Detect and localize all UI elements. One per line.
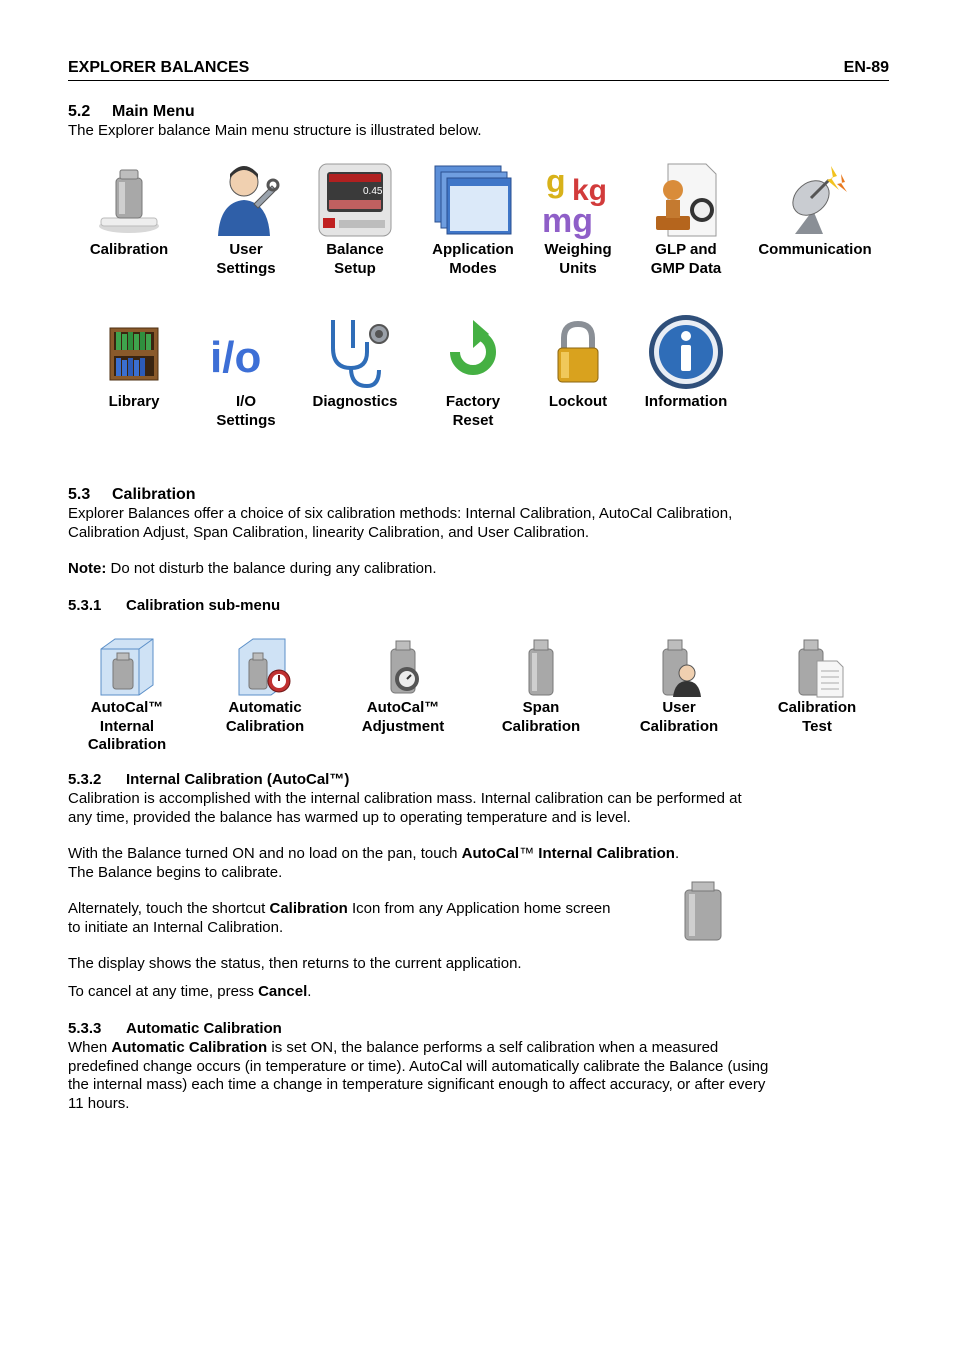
calibration-paragraph: [68, 505, 732, 542]
section-number: 5.3.2: [68, 771, 102, 788]
submenu-label: Calibration Test: [777, 699, 857, 735]
unit-kg-glyph: kg: [572, 174, 608, 207]
internal-cal-paragraph-4: The display shows the status, then returns to the current application.: [68, 955, 522, 972]
automatic-calibration-icon: [233, 635, 297, 699]
menu-label: GLP and GMP Data: [650, 241, 722, 277]
section-title: Internal Calibration (AutoCal™): [126, 771, 350, 788]
text-run: ™: [519, 845, 539, 862]
submenu-tile-automatic-calibration[interactable]: [195, 635, 335, 736]
lock-icon: [538, 312, 618, 392]
internal-cal-paragraph-5: [68, 983, 311, 1002]
menu-tile-communication[interactable]: [745, 160, 885, 259]
section-title: Automatic Calibration: [126, 1020, 282, 1037]
text-line: any time, provided the balance has warmed up to operating temperature and is level.: [68, 808, 631, 826]
main-menu-intro: The Explorer balance Main menu structure is illustrated below.: [68, 122, 482, 139]
information-icon: [646, 312, 726, 392]
internal-cal-paragraph-3: [68, 900, 610, 937]
balance-setup-icon: [315, 160, 395, 240]
calibration-note: [68, 560, 437, 579]
calibration-weight-icon: [89, 160, 169, 240]
text-line: Calibration is accomplished with the internal calibration mass. Internal calibration can be performed at: [68, 790, 742, 807]
communication-icon: [775, 160, 855, 240]
text-line: to initiate an Internal Calibration.: [68, 918, 284, 936]
section-number: 5.3.1: [68, 597, 102, 614]
menu-label: Library: [108, 393, 160, 410]
section-number: 5.3.3: [68, 1020, 102, 1037]
text-line: Calibration Adjust, Span Calibration, linearity Calibration, and User Calibration.: [68, 523, 590, 541]
unit-mg-glyph: mg: [542, 202, 593, 240]
section-5-3-heading: [68, 486, 196, 504]
text-run: Icon from any Application home screen: [347, 900, 611, 917]
submenu-tile-autocal-internal[interactable]: [57, 635, 197, 755]
note-label: Note:: [68, 560, 107, 577]
menu-label: User Settings: [216, 241, 276, 277]
glp-gmp-icon: [646, 160, 726, 240]
submenu-label: Automatic Calibration: [225, 699, 305, 735]
text-run: When: [68, 1039, 112, 1056]
menu-label: Application Modes: [432, 241, 514, 277]
submenu-tile-span-calibration[interactable]: [471, 635, 611, 736]
text-line: The Balance begins to calibrate.: [68, 863, 283, 881]
menu-label: Information: [644, 393, 728, 410]
section-title: Main Menu: [112, 103, 195, 120]
section-5-2-heading: [68, 103, 195, 121]
section-number: 5.3: [68, 486, 91, 503]
span-calibration-icon: [509, 635, 573, 699]
section-number: 5.2: [68, 103, 91, 120]
automatic-cal-paragraph: [68, 1039, 768, 1113]
menu-label: I/O Settings: [216, 393, 276, 429]
text-bold: Calibration: [269, 900, 348, 917]
submenu-label: AutoCal™ Internal Calibration: [87, 699, 167, 753]
page-header: [68, 58, 889, 81]
section-title: Calibration sub-menu: [126, 597, 281, 614]
section-5-3-2-heading: [68, 771, 349, 788]
user-calibration-icon: [647, 635, 711, 699]
user-settings-icon: [206, 160, 286, 240]
section-5-3-1-heading: [68, 597, 280, 614]
note-text: Do not disturb the balance during any calibration.: [106, 560, 437, 577]
submenu-tile-autocal-adjustment[interactable]: [333, 635, 473, 736]
text-run: is set ON, the balance performs a self calibration when a measured: [267, 1039, 719, 1056]
internal-cal-paragraph-1: [68, 790, 742, 827]
stethoscope-icon: [315, 312, 395, 392]
balance-display-readout: 0.45: [363, 186, 383, 197]
text-line: [68, 845, 679, 864]
text-run: With the Balance turned ON and no load on the pan, touch: [68, 845, 462, 862]
text-line: the internal mass) each time a change in temperature significant enough to affect accuracy, or after every: [68, 1076, 766, 1093]
menu-label: Calibration: [89, 241, 169, 258]
menu-label: Diagnostics: [312, 393, 398, 410]
page-number: EN-89: [843, 59, 889, 76]
internal-cal-paragraph-2: [68, 845, 679, 882]
factory-reset-icon: [433, 312, 513, 392]
unit-g-glyph: g: [546, 163, 566, 199]
submenu-tile-user-calibration[interactable]: [609, 635, 749, 736]
text-run: To cancel at any time, press: [68, 983, 259, 1000]
text-line: [68, 900, 610, 919]
text-run: .: [674, 845, 680, 862]
application-modes-icon: [433, 160, 513, 240]
section-title: Calibration: [112, 486, 196, 503]
submenu-label: User Calibration: [639, 699, 719, 735]
autocal-internal-icon: [95, 635, 159, 699]
io-glyph: i/o: [210, 333, 262, 382]
calibration-shortcut-icon[interactable]: [681, 880, 725, 942]
text-line: predefined change occurs (in temperature or time). AutoCal will automatically calibrate the Balance (using: [68, 1057, 769, 1075]
section-5-3-3-heading: [68, 1020, 282, 1037]
weighing-units-icon: [538, 160, 618, 240]
calibration-test-icon: [785, 635, 849, 699]
text-bold: Internal Calibration: [538, 845, 675, 862]
text-bold: Automatic Calibration: [111, 1039, 268, 1056]
text-line: Explorer Balances offer a choice of six calibration methods: Internal Calibration, AutoCal Calibration,: [68, 505, 733, 522]
text-run: Alternately, touch the shortcut: [68, 900, 270, 917]
menu-label: Lockout: [548, 393, 608, 410]
submenu-label: AutoCal™ Adjustment: [361, 699, 445, 735]
library-icon: [94, 312, 174, 392]
text-bold: AutoCal: [461, 845, 520, 862]
menu-label: Weighing Units: [544, 241, 612, 277]
autocal-adjustment-icon: [371, 635, 435, 699]
text-line: 11 hours.: [68, 1094, 130, 1112]
submenu-tile-calibration-test[interactable]: [747, 635, 887, 736]
menu-label: Balance Setup: [326, 241, 384, 277]
menu-tile-glp-gmp[interactable]: [616, 160, 756, 278]
text-bold: Cancel: [258, 983, 308, 1000]
text-line: [68, 1039, 768, 1058]
submenu-label: Span Calibration: [501, 699, 581, 735]
text-run: .: [307, 983, 312, 1000]
menu-tile-information[interactable]: [616, 312, 756, 411]
menu-label: Communication: [758, 241, 872, 258]
header-title: EXPLORER BALANCES: [68, 59, 250, 76]
io-settings-icon: [206, 312, 286, 392]
menu-label: Factory Reset: [445, 393, 501, 429]
